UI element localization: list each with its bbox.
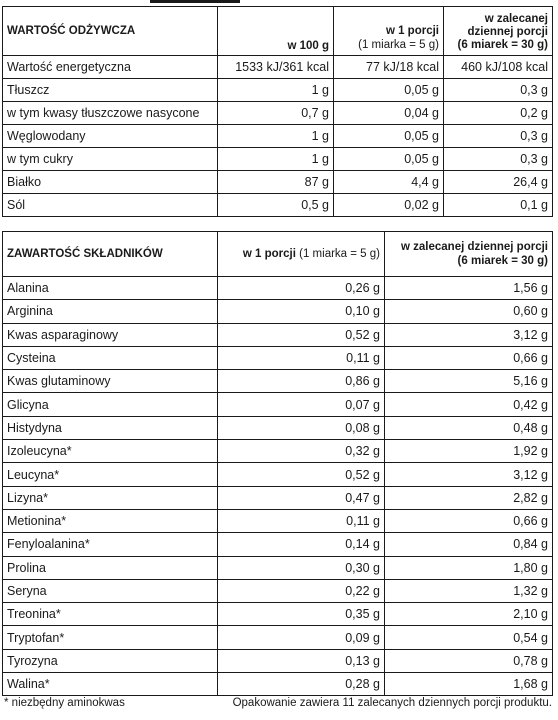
nutrient-name: Wartość energetyczna	[3, 56, 218, 79]
ingredient-row	[3, 509, 553, 532]
nutrition-row	[3, 56, 553, 79]
ingredient-per-daily: 0,66 g	[385, 346, 553, 369]
ingredient-per-daily: 5,16 g	[385, 370, 553, 393]
ingredient-per-daily: 0,66 g	[385, 509, 553, 532]
nutrient-per-portion: 0,05 g	[334, 79, 444, 102]
nutrient-name: Tłuszcz	[3, 79, 218, 102]
nutrient-per-portion: 4,4 g	[334, 171, 444, 194]
ingredient-per-portion: 0,13 g	[218, 649, 385, 672]
nutrient-per-daily: 26,4 g	[444, 171, 553, 194]
nutrition-row	[3, 148, 553, 171]
nutrient-name: w tym cukry	[3, 148, 218, 171]
nutrient-per-portion: 0,05 g	[334, 125, 444, 148]
ingredient-row	[3, 649, 553, 672]
nutrition-header-per100: w 100 g	[218, 7, 334, 56]
ingredient-row	[3, 300, 553, 323]
nutrition-header-per-portion	[334, 7, 444, 56]
ingredient-per-portion: 0,10 g	[218, 300, 385, 323]
ingredient-name: Histydyna	[3, 416, 218, 439]
ingredient-row	[3, 579, 553, 602]
nutrition-header-per-portion-sub: (1 miarka = 5 g)	[358, 39, 439, 51]
nutrition-row	[3, 102, 553, 125]
ingredient-per-portion: 0,47 g	[218, 486, 385, 509]
ingredient-per-daily: 0,78 g	[385, 649, 553, 672]
footer-package-info: Opakowanie zawiera 11 zalecanych dziennych porcji produktu.	[232, 697, 552, 709]
nutrition-table	[2, 6, 553, 217]
ingredient-per-daily: 0,42 g	[385, 393, 553, 416]
nutrient-per100: 0,5 g	[218, 194, 334, 217]
nutrition-row	[3, 125, 553, 148]
ingredient-per-portion: 0,32 g	[218, 440, 385, 463]
ingredient-row	[3, 533, 553, 556]
nutrient-per-portion: 0,05 g	[334, 148, 444, 171]
ingredient-per-portion: 0,08 g	[218, 416, 385, 439]
ingredient-per-daily: 0,60 g	[385, 300, 553, 323]
nutrient-per-portion: 77 kJ/18 kcal	[334, 56, 444, 79]
ingredient-name: Glicyna	[3, 393, 218, 416]
nutrient-per-daily: 0,3 g	[444, 148, 553, 171]
ingredients-header-daily-line1: w zalecanej dziennej porcji	[401, 241, 548, 253]
ingredient-per-portion: 0,11 g	[218, 346, 385, 369]
ingredients-header-per-portion	[218, 232, 385, 277]
ingredient-per-portion: 0,09 g	[218, 626, 385, 649]
ingredient-row	[3, 626, 553, 649]
ingredient-per-daily: 1,80 g	[385, 556, 553, 579]
ingredient-row	[3, 370, 553, 393]
ingredient-row	[3, 346, 553, 369]
top-edge	[0, 0, 558, 5]
ingredient-per-daily: 3,12 g	[385, 323, 553, 346]
nutrient-per-portion: 0,02 g	[334, 194, 444, 217]
nutrition-row	[3, 79, 553, 102]
nutrition-header-daily	[444, 7, 553, 56]
nutrient-name: Węglowodany	[3, 125, 218, 148]
ingredients-header-daily	[385, 232, 553, 277]
ingredient-per-portion: 0,52 g	[218, 463, 385, 486]
nutrient-name: Sól	[3, 194, 218, 217]
ingredient-name: Kwas asparaginowy	[3, 323, 218, 346]
nutrient-name: Białko	[3, 171, 218, 194]
ingredient-name: Alanina	[3, 277, 218, 300]
ingredient-name: Seryna	[3, 579, 218, 602]
nutrition-header-daily-line1: w zalecanej	[484, 13, 548, 25]
nutrition-header-row	[3, 7, 553, 56]
ingredient-row	[3, 393, 553, 416]
nutrient-per100: 87 g	[218, 171, 334, 194]
ingredient-row	[3, 673, 553, 696]
ingredient-per-daily: 0,48 g	[385, 416, 553, 439]
nutrition-row	[3, 171, 553, 194]
ingredient-per-portion: 0,28 g	[218, 673, 385, 696]
ingredients-header-per-portion-sub: (1 miarka = 5 g)	[299, 248, 380, 260]
nutrient-name: w tym kwasy tłuszczowe nasycone	[3, 102, 218, 125]
ingredient-row	[3, 440, 553, 463]
ingredient-row	[3, 603, 553, 626]
ingredient-name: Arginina	[3, 300, 218, 323]
nutrient-per-daily: 460 kJ/108 kcal	[444, 56, 553, 79]
nutrient-per100: 0,7 g	[218, 102, 334, 125]
ingredient-per-daily: 1,32 g	[385, 579, 553, 602]
ingredient-per-portion: 0,22 g	[218, 579, 385, 602]
ingredients-header-row	[3, 232, 553, 277]
ingredient-per-daily: 1,68 g	[385, 673, 553, 696]
nutrient-per100: 1 g	[218, 79, 334, 102]
ingredients-header-per-portion-bold: w 1 porcji	[242, 248, 296, 260]
ingredient-name: Fenyloalanina*	[3, 533, 218, 556]
ingredient-name: Cysteina	[3, 346, 218, 369]
ingredient-name: Tyrozyna	[3, 649, 218, 672]
nutrient-per-daily: 0,3 g	[444, 79, 553, 102]
ingredient-per-daily: 1,92 g	[385, 440, 553, 463]
ingredient-per-portion: 0,07 g	[218, 393, 385, 416]
nutrition-header-per-portion-bold: w 1 porcji	[385, 25, 439, 37]
ingredients-header-name: ZAWARTOŚĆ SKŁADNIKÓW	[3, 232, 218, 277]
ingredient-per-daily: 2,10 g	[385, 603, 553, 626]
ingredient-per-daily: 0,84 g	[385, 533, 553, 556]
ingredient-name: Prolina	[3, 556, 218, 579]
ingredient-per-daily: 3,12 g	[385, 463, 553, 486]
ingredient-row	[3, 277, 553, 300]
footer-note: * niezbędny aminokwas	[4, 697, 125, 709]
nutrition-header-daily-line2: dziennej porcji	[467, 26, 548, 38]
ingredient-name: Walina*	[3, 673, 218, 696]
ingredient-name: Kwas glutaminowy	[3, 370, 218, 393]
ingredient-per-portion: 0,86 g	[218, 370, 385, 393]
ingredients-header-daily-line2: (6 miarek = 30 g)	[457, 255, 548, 267]
nutrient-per-daily: 0,1 g	[444, 194, 553, 217]
nutrient-per100: 1 g	[218, 148, 334, 171]
ingredients-table	[2, 231, 553, 696]
ingredient-per-portion: 0,52 g	[218, 323, 385, 346]
nutrient-per-daily: 0,3 g	[444, 125, 553, 148]
ingredient-per-portion: 0,11 g	[218, 509, 385, 532]
nutrition-header-name: WARTOŚĆ ODŻYWCZA	[3, 7, 218, 56]
ingredient-per-portion: 0,14 g	[218, 533, 385, 556]
nutrient-per100: 1533 kJ/361 kcal	[218, 56, 334, 79]
ingredient-name: Leucyna*	[3, 463, 218, 486]
ingredient-row	[3, 323, 553, 346]
ingredient-per-daily: 0,54 g	[385, 626, 553, 649]
nutrient-per-portion: 0,04 g	[334, 102, 444, 125]
ingredient-row	[3, 556, 553, 579]
nutrition-row	[3, 194, 553, 217]
nutrient-per100: 1 g	[218, 125, 334, 148]
top-bar	[150, 0, 240, 3]
nutrient-per-daily: 0,2 g	[444, 102, 553, 125]
nutrition-header-daily-line3: (6 miarek = 30 g)	[457, 39, 548, 51]
ingredient-per-portion: 0,30 g	[218, 556, 385, 579]
ingredient-per-daily: 1,56 g	[385, 277, 553, 300]
ingredient-row	[3, 463, 553, 486]
ingredient-per-daily: 2,82 g	[385, 486, 553, 509]
ingredient-row	[3, 486, 553, 509]
ingredient-per-portion: 0,35 g	[218, 603, 385, 626]
ingredient-per-portion: 0,26 g	[218, 277, 385, 300]
ingredient-name: Metionina*	[3, 509, 218, 532]
ingredient-row	[3, 416, 553, 439]
ingredient-name: Tryptofan*	[3, 626, 218, 649]
ingredient-name: Treonina*	[3, 603, 218, 626]
ingredient-name: Izoleucyna*	[3, 440, 218, 463]
ingredient-name: Lizyna*	[3, 486, 218, 509]
